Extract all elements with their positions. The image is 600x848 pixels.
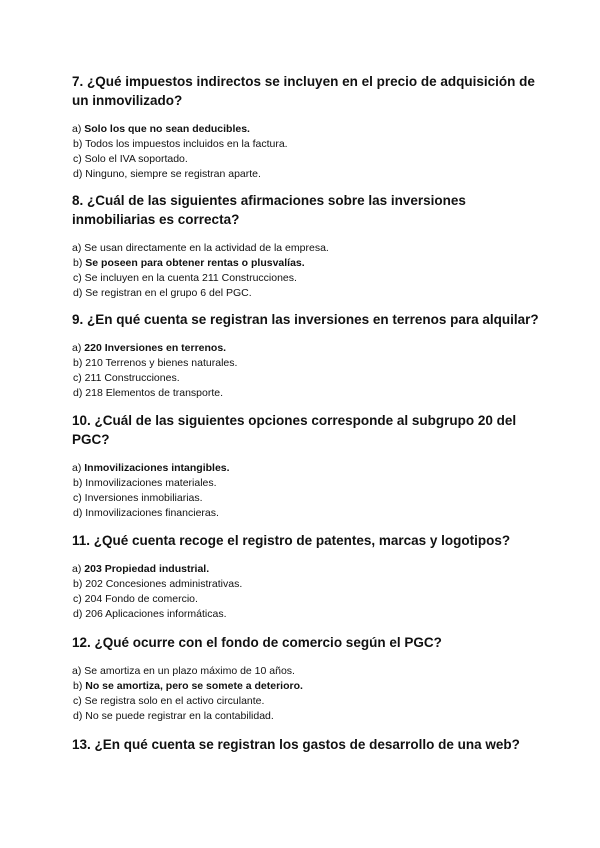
question-11 (72, 531, 542, 622)
answer-options (72, 341, 542, 401)
option-c: c) Se incluyen en la cuenta 211 Construcciones. (73, 272, 297, 284)
option-a: a) 203 Propiedad industrial. (72, 563, 210, 575)
option-c: c) Se registra solo en el activo circulante. (73, 695, 265, 707)
option-b: b) 210 Terrenos y bienes naturales. (73, 357, 238, 369)
option-d: d) Inmovilizaciones financieras. (73, 507, 219, 519)
option-b: b) Todos los impuestos incluidos en la factura. (73, 138, 288, 150)
answer-options (72, 664, 542, 724)
option-c: c) Solo el IVA soportado. (73, 153, 188, 165)
question-title: 11. ¿Qué cuenta recoge el registro de patentes, marcas y logotipos? (72, 533, 511, 548)
question-title: 9. ¿En qué cuenta se registran las inversiones en terrenos para alquilar? (72, 312, 539, 327)
option-d: d) Ninguno, siempre se registran aparte. (73, 168, 261, 180)
option-b: b) 202 Concesiones administrativas. (73, 578, 243, 590)
option-a: a) Solo los que no sean deducibles. (72, 123, 250, 135)
answer-options (72, 461, 542, 521)
question-13 (72, 735, 542, 754)
option-d: d) Se registran en el grupo 6 del PGC. (73, 287, 252, 299)
answer-options (72, 562, 542, 622)
question-title: 13. ¿En qué cuenta se registran los gastos de desarrollo de una web? (72, 737, 520, 752)
option-c: c) 211 Construcciones. (73, 372, 180, 384)
option-a: a) Se amortiza en un plazo máximo de 10 años. (72, 665, 295, 677)
option-d: d) 206 Aplicaciones informáticas. (73, 608, 227, 620)
question-8 (72, 191, 542, 301)
question-title: 8. ¿Cuál de las siguientes afirmaciones sobre las inversiones inmobiliarias es correcta? (72, 193, 466, 227)
option-b: b) No se amortiza, pero se somete a deterioro. (73, 680, 303, 692)
option-a: a) Inmovilizaciones intangibles. (72, 462, 230, 474)
question-9 (72, 310, 542, 401)
question-title: 10. ¿Cuál de las siguientes opciones corresponde al subgrupo 20 del PGC? (72, 413, 517, 447)
answer-options (72, 241, 542, 301)
question-12 (72, 633, 542, 724)
option-b: b) Se poseen para obtener rentas o plusvalías. (73, 257, 305, 269)
option-c: c) Inversiones inmobiliarias. (73, 492, 203, 504)
question-title: 12. ¿Qué ocurre con el fondo de comercio según el PGC? (72, 635, 442, 650)
option-c: c) 204 Fondo de comercio. (73, 593, 198, 605)
option-d: d) No se puede registrar en la contabilidad. (73, 710, 274, 722)
question-title: 7. ¿Qué impuestos indirectos se incluyen en el precio de adquisición de un inmovilizado? (72, 74, 535, 108)
answer-options (72, 122, 542, 182)
question-10 (72, 411, 542, 521)
option-a: a) 220 Inversiones en terrenos. (72, 342, 227, 354)
option-a: a) Se usan directamente en la actividad de la empresa. (72, 242, 329, 254)
question-7 (72, 72, 542, 182)
option-d: d) 218 Elementos de transporte. (73, 387, 224, 399)
option-b: b) Inmovilizaciones materiales. (73, 477, 217, 489)
